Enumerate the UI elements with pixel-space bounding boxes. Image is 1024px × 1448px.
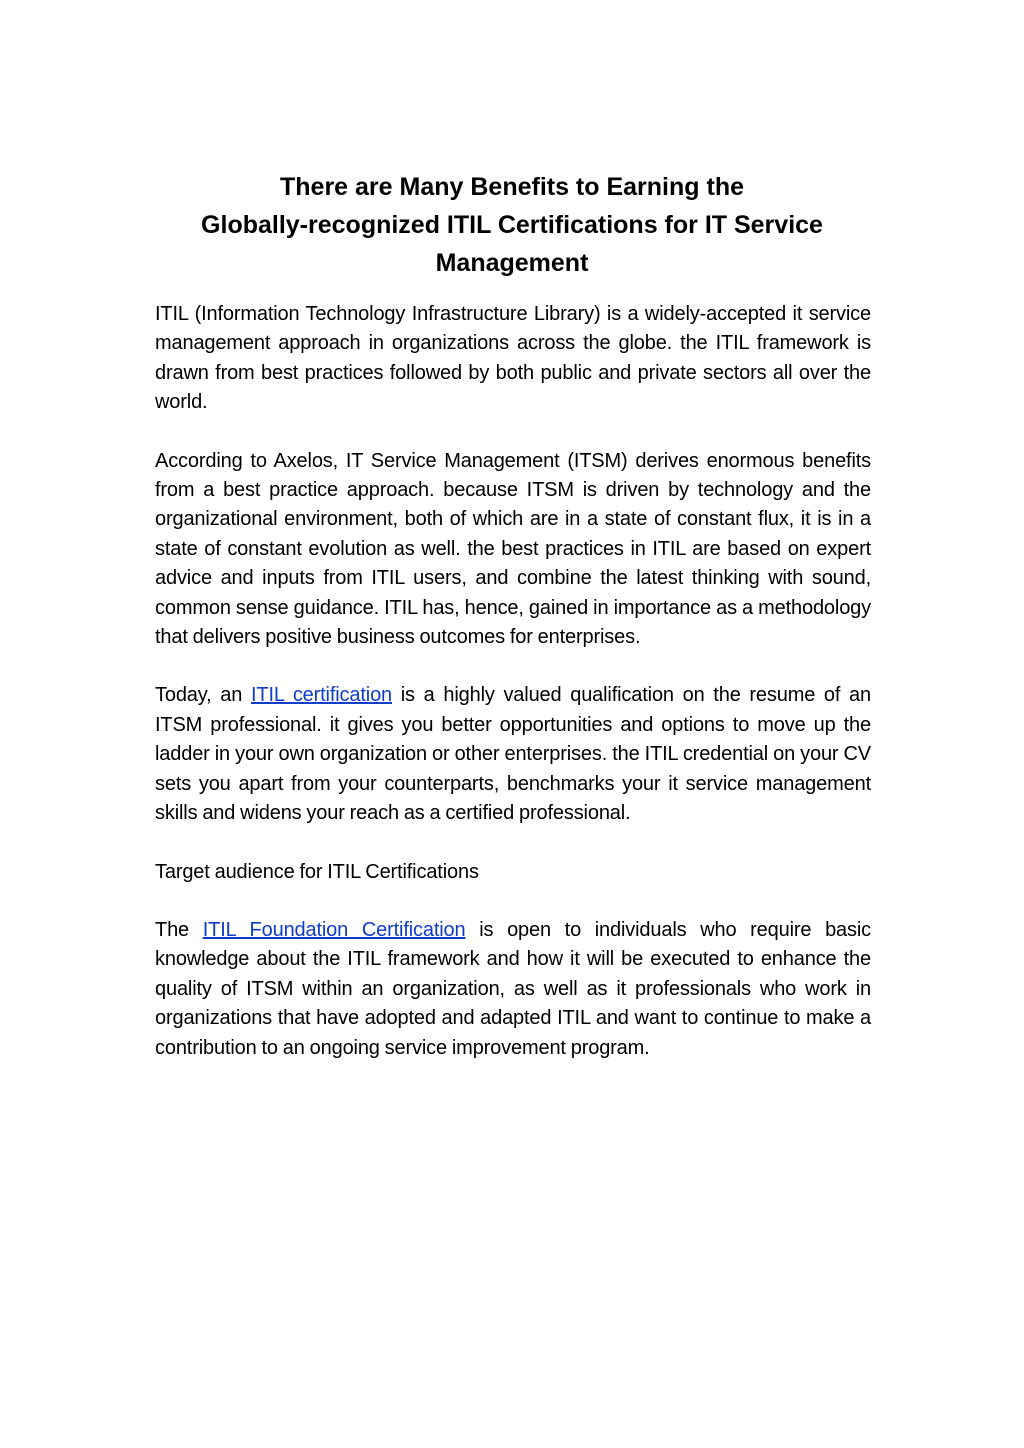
title-line-3: Management [435, 249, 589, 277]
certification-paragraph-rest: is a highly valued qualification on the resume of an ITSM professional. it gives you better opportunities and options to move up the ladder in your own organization or other enterprises. the ITIL credential on your CV sets you apart from your counterparts, benchmarks your it service management skills and widens your reach as a certified professional. [155, 684, 871, 825]
title-line-2: Globally-recognized ITIL Certifications for IT Service [201, 211, 823, 239]
foundation-paragraph-rest: is open to individuals who require basic knowledge about the ITIL framework and how it will be executed to enhance the quality of ITSM within an organization, as well as it professionals who work in organizations that have adopted and adapted ITIL and want to continue to make a contribution to an ongoing service improvement program. [155, 918, 872, 1059]
document-title [150, 168, 874, 282]
foundation-paragraph [155, 916, 871, 1063]
intro-paragraph: ITIL (Information Technology Infrastructure Library) is a widely-accepted it service management approach in organizations across the globe. the ITIL framework is drawn from best practices followed by both public and private sectors all over the world. [155, 303, 871, 414]
document-body [155, 300, 871, 1092]
itil-foundation-certification-link[interactable]: ITIL Foundation Certification [202, 918, 466, 941]
axelos-paragraph: According to Axelos, IT Service Management (ITSM) derives enormous benefits from a best practice approach. because ITSM is driven by technology and the organizational environment, both of which are in a state of constant flux, it is in a state of constant evolution as well. the best practices in ITIL are based on expert advice and inputs from ITIL users, and combine the latest thinking with sound, common sense guidance. ITIL has, hence, gained in importance as a methodology that delivers positive business outcomes for enterprises. [155, 449, 871, 649]
certification-paragraph-start: Today, an [155, 684, 251, 707]
foundation-paragraph-start: The [155, 918, 203, 941]
certification-paragraph [155, 681, 871, 828]
title-line-1: There are Many Benefits to Earning the [280, 173, 744, 201]
itil-certification-link[interactable]: ITIL certification [250, 684, 393, 707]
target-audience-heading: Target audience for ITIL Certifications [155, 860, 479, 883]
